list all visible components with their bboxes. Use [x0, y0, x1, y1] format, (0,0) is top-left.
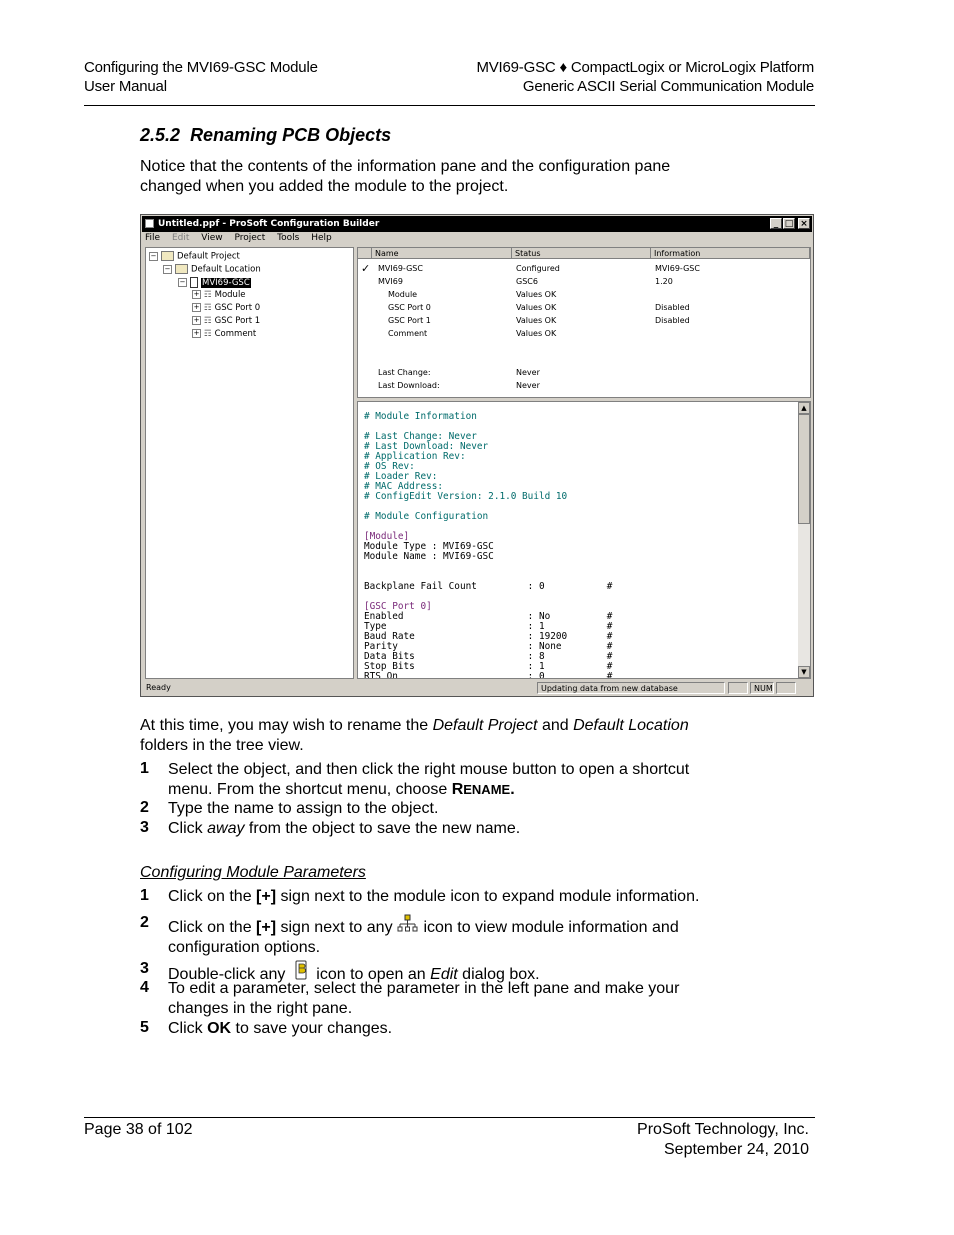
tree-label: Module: [214, 290, 246, 300]
menu-file[interactable]: File: [145, 233, 161, 243]
config-line: # Module Configuration: [364, 511, 489, 522]
config-line: Baud Rate : 19200 #: [364, 631, 613, 642]
text: Click on the: [168, 888, 257, 905]
tree-item-default-project[interactable]: [149, 251, 240, 262]
network-icon: ☶: [204, 329, 212, 339]
rename-step-3: [168, 819, 520, 839]
close-button[interactable]: ×: [798, 218, 810, 229]
status-blank: [728, 682, 748, 694]
config-line: # Module Information: [364, 411, 477, 422]
menu-view[interactable]: View: [201, 233, 223, 243]
last-download-value: Never: [516, 381, 540, 390]
location-icon: [175, 264, 188, 274]
tree-item-default-location[interactable]: [163, 264, 261, 275]
config-step-5: [168, 1019, 392, 1039]
collapse-icon[interactable]: −: [150, 251, 157, 260]
tree-item-gsc-port-0[interactable]: [192, 303, 260, 313]
tree-label: GSC Port 1: [214, 316, 261, 326]
intro-paragraph: [140, 157, 670, 197]
row-info: MVI69-GSC: [655, 264, 700, 273]
column-header-information[interactable]: Information: [651, 248, 810, 259]
column-header-blank: [358, 248, 372, 259]
intro-line-1: Notice that the contents of the information pane and the configuration pane: [140, 158, 671, 175]
subheading-configuring-module-parameters: Configuring Module Parameters: [140, 864, 366, 881]
row-name: Comment: [388, 329, 428, 338]
text: sign next to the module icon to expand module information.: [276, 888, 700, 905]
expand-icon[interactable]: +: [193, 303, 200, 311]
step-number: 4: [140, 979, 149, 996]
text: To edit a parameter, select the parameter in the left pane and make your: [168, 980, 680, 997]
text: icon to open an: [311, 966, 431, 983]
text-em: Default Location: [573, 717, 689, 734]
tree-label: Comment: [214, 329, 257, 339]
text: Click: [168, 820, 208, 837]
information-pane: [357, 247, 811, 398]
tree-label: GSC Port 0: [214, 303, 261, 313]
expand-icon[interactable]: +: [193, 329, 200, 337]
footer-right: [637, 1120, 809, 1160]
text-em: Default Project: [432, 717, 538, 734]
tree-item-module-root[interactable]: [178, 277, 251, 288]
section-number: 2.5.2: [140, 125, 181, 145]
config-line: Module Type : MVI69-GSC: [364, 541, 494, 552]
text: icon to view module information and: [419, 919, 679, 936]
rename-step-2: Type the name to assign to the object.: [168, 800, 439, 817]
row-status: Configured: [516, 264, 560, 273]
text: folders in the tree view.: [140, 737, 304, 754]
menu-help[interactable]: Help: [311, 233, 332, 243]
window-titlebar: [142, 216, 812, 232]
page-number: Page 38 of 102: [84, 1121, 193, 1138]
row-status: Values OK: [516, 316, 557, 325]
tree-label: MVI69-GSC: [202, 278, 250, 288]
section-title: Renaming PCB Objects: [190, 125, 392, 145]
tree-item-comment[interactable]: [192, 329, 256, 339]
last-download-label: Last Download:: [378, 381, 440, 390]
collapse-icon[interactable]: −: [179, 278, 186, 286]
header-doc-title: Configuring the MVI69-GSC Module: [84, 59, 318, 76]
text-em: Edit: [430, 966, 458, 983]
config-text: [364, 412, 612, 679]
step-number: 2: [140, 914, 149, 931]
row-status: Values OK: [516, 303, 557, 312]
config-line: Stop Bits : 1 #: [364, 661, 613, 672]
row-name: Module: [388, 290, 418, 299]
config-line: RTS On : 0 #: [364, 671, 613, 679]
header-doc-type: User Manual: [84, 78, 167, 95]
header-right: [476, 58, 814, 96]
network-icon: ☶: [204, 303, 212, 313]
text-strong: [+]: [256, 919, 277, 936]
config-line: # MAC Address:: [364, 481, 444, 492]
header-rule: [84, 105, 815, 106]
text-em: away: [207, 820, 245, 837]
folder-icon: [161, 251, 174, 261]
text: from the object to save the new name.: [244, 820, 521, 837]
header-product: MVI69-GSC ♦ CompactLogix or MicroLogix Platform: [476, 59, 814, 76]
tree-label: Default Location: [191, 264, 261, 275]
pcb-window-screenshot: [140, 214, 814, 697]
checkmark-icon: ✓: [361, 262, 371, 275]
scroll-down-arrow-icon[interactable]: ▼: [798, 666, 810, 678]
row-status: GSC6: [516, 277, 538, 286]
menu-edit[interactable]: Edit: [171, 233, 190, 243]
intro-line-2: changed when you added the module to the project.: [140, 178, 509, 195]
config-step-4: [168, 979, 679, 1019]
header-left: [84, 58, 318, 96]
last-change-value: Never: [516, 368, 540, 377]
config-line: Type : 1 #: [364, 621, 613, 632]
footer-date: September 24, 2010: [664, 1141, 809, 1158]
rename-paragraph: [140, 716, 689, 756]
tree-label: Default Project: [177, 251, 240, 262]
row-status: Values OK: [516, 290, 557, 299]
config-line: Module Name : MVI69-GSC: [364, 551, 494, 562]
text: to save your changes.: [231, 1020, 393, 1037]
configuration-pane[interactable]: [357, 401, 811, 679]
text-strong: .: [510, 781, 515, 798]
text-strong: [+]: [256, 888, 277, 905]
network-icon: ☶: [204, 316, 212, 326]
menu-bar: [145, 233, 341, 247]
tree-pane: [145, 247, 354, 679]
config-line: # Last Change: Never: [364, 431, 477, 442]
last-change-label: Last Change:: [378, 368, 431, 377]
config-line: # Application Rev:: [364, 451, 466, 462]
step-number: 3: [140, 960, 149, 977]
tree-item-gsc-port-1[interactable]: [192, 316, 260, 326]
step-number: 5: [140, 1019, 149, 1036]
expand-icon[interactable]: +: [193, 290, 200, 298]
footer-rule: [84, 1117, 815, 1118]
text: dialog box.: [457, 966, 540, 983]
config-line: Data Bits : 8 #: [364, 651, 613, 662]
window-title: Untitled.ppf - ProSoft Configuration Builder: [158, 219, 380, 229]
maximize-button[interactable]: □: [784, 219, 794, 229]
step-number: 3: [140, 819, 149, 836]
config-line: [Module]: [364, 531, 410, 542]
config-step-2: [168, 914, 679, 958]
rename-step-1: [168, 760, 689, 800]
app-icon: [145, 219, 154, 228]
row-name: MVI69-GSC: [378, 264, 423, 273]
text: changes in the right pane.: [168, 1000, 353, 1017]
expand-icon[interactable]: +: [193, 316, 200, 324]
row-status: Values OK: [516, 329, 557, 338]
row-name: GSC Port 1: [388, 316, 431, 325]
step-number: 1: [140, 887, 149, 904]
network-icon: ☶: [204, 290, 212, 300]
config-line: # Last Download: Never: [364, 441, 489, 452]
column-header-name[interactable]: Name: [372, 248, 512, 259]
text-strong: R: [451, 781, 464, 798]
text-strong: OK: [207, 1020, 232, 1037]
section-heading: [140, 125, 391, 146]
text: Double-click any: [168, 966, 290, 983]
menu-tools[interactable]: Tools: [277, 233, 300, 243]
menu-project[interactable]: Project: [234, 233, 266, 243]
text: Select the object, and then click the right mouse button to open a shortcut: [168, 761, 690, 778]
collapse-icon[interactable]: −: [164, 264, 171, 273]
step-number: 2: [140, 799, 149, 816]
row-info: Disabled: [655, 316, 690, 325]
config-line: Parity : None #: [364, 641, 613, 652]
config-step-1: [168, 887, 699, 907]
status-ready: Ready: [146, 683, 171, 692]
status-message: Updating data from new database: [537, 682, 725, 694]
column-header-status[interactable]: Status: [512, 248, 651, 259]
config-line: # OS Rev:: [364, 461, 415, 472]
row-name: GSC Port 0: [388, 303, 431, 312]
text-strong: ENAME: [463, 782, 511, 797]
text: and: [537, 717, 574, 734]
header-product-desc: Generic ASCII Serial Communication Module: [522, 78, 814, 95]
text: configuration options.: [168, 939, 321, 956]
text: sign next to any: [276, 919, 398, 936]
footer-company: ProSoft Technology, Inc.: [637, 1121, 809, 1138]
row-info: Disabled: [655, 303, 690, 312]
step-number: 1: [140, 760, 149, 777]
config-line: # Loader Rev:: [364, 471, 438, 482]
scroll-thumb[interactable]: [798, 414, 810, 524]
module-icon: [190, 277, 198, 288]
row-name: MVI69: [378, 277, 403, 286]
text: menu. From the shortcut menu, choose: [168, 781, 452, 798]
config-line: [GSC Port 0]: [364, 601, 432, 612]
minimize-button[interactable]: _: [770, 218, 782, 229]
text: At this time, you may wish to rename the: [140, 717, 433, 734]
config-line: Backplane Fail Count : 0 #: [364, 581, 613, 592]
network-icon: [397, 914, 419, 934]
config-line: Enabled : No #: [364, 611, 613, 622]
status-blank: [776, 682, 796, 694]
text: Click on the: [168, 919, 257, 936]
config-scrollbar[interactable]: [798, 402, 810, 678]
text: Click: [168, 1020, 208, 1037]
row-info: 1.20: [655, 277, 673, 286]
status-num: NUM: [750, 682, 774, 694]
tree-item-module[interactable]: [192, 290, 246, 300]
scroll-up-arrow-icon[interactable]: ▲: [798, 402, 810, 414]
config-line: # ConfigEdit Version: 2.1.0 Build 10: [364, 491, 568, 502]
